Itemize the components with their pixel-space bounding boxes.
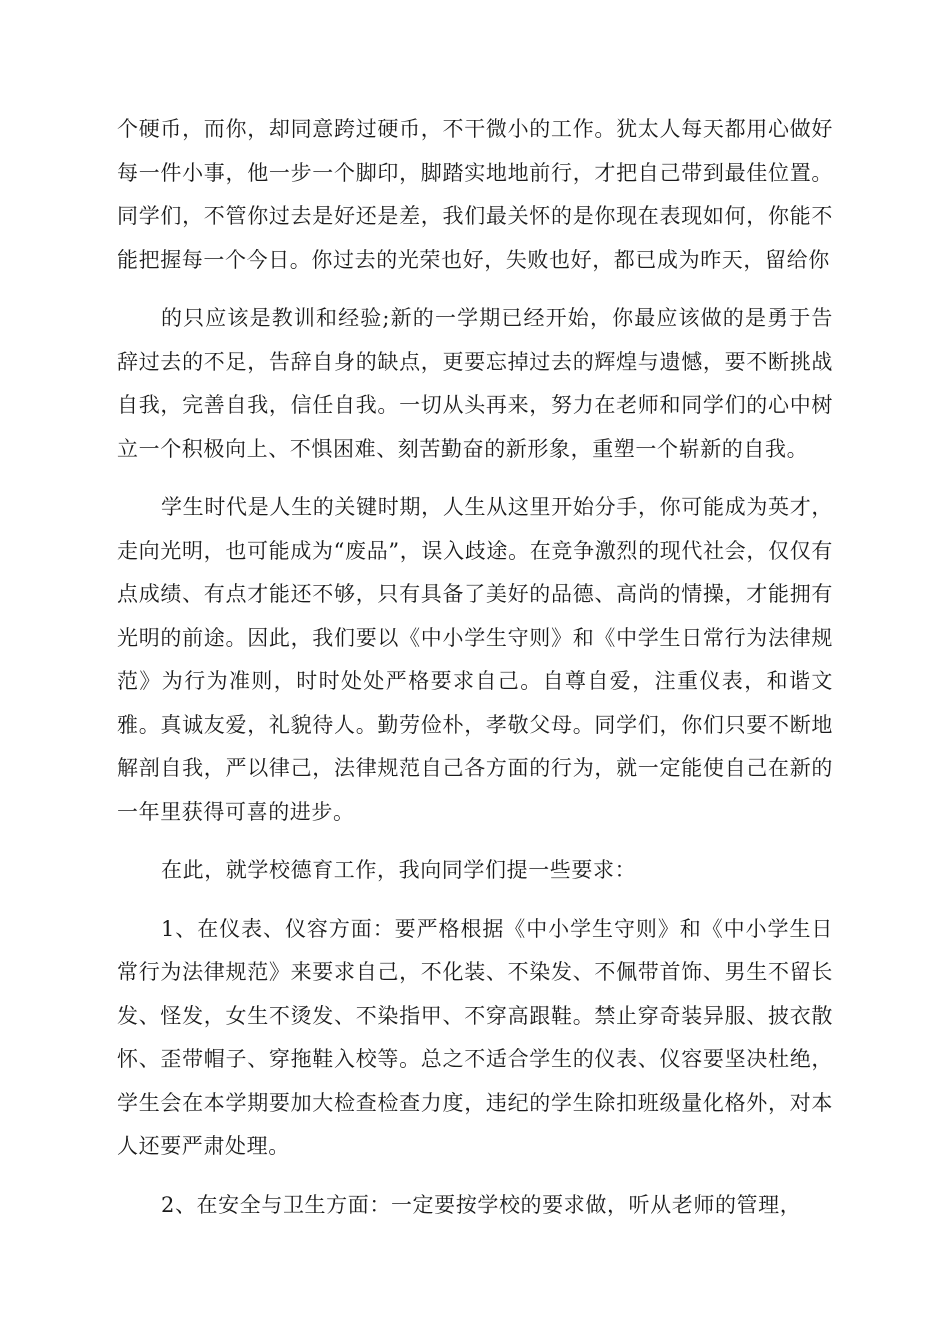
document-body bbox=[117, 108, 833, 1242]
paragraph-2: 的只应该是教训和经验;新的一学期已经开始，你最应该做的是勇于告辞过去的不足，告辞自身的缺点，更要忘掉过去的辉煌与遗憾，要不断挑战自我，完善自我，信任自我。一切从头再来，努力在老师和同学们的心中树立一个积极向上、不惧困难、刻苦勤奋的新形象，重塑一个崭新的自我。 bbox=[117, 306, 833, 461]
paragraph-5: 1、在仪表、仪容方面：要严格根据《中小学生守则》和《中小学生日常行为法律规范》来要求自己，不化装、不染发、不佩带首饰、男生不留长发、怪发，女生不烫发、不染指甲、不穿高跟鞋。禁止穿奇装异服、披衣散怀、歪带帽子、穿拖鞋入校等。总之不适合学生的仪表、仪容要坚决杜绝，学生会在本学期要加大检查检查力度，违纪的学生除扣班级量化格外，对本人还要严肃处理。 bbox=[117, 916, 833, 1158]
paragraph-4: 在此，就学校德育工作，我向同学们提一些要求： bbox=[161, 858, 637, 882]
paragraph-1: 个硬币，而你，却同意跨过硬币，不干微小的工作。犹太人每天都用心做好每一件小事，他一步一个脚印，脚踏实地地前行，才把自己带到最佳位置。同学们，不管你过去是好还是差，我们最关怀的是你现在表现如何，你能不能把握每一个今日。你过去的光荣也好，失败也好，都已成为昨天，留给你 bbox=[117, 117, 833, 272]
paragraph-6: 2、在安全与卫生方面：一定要按学校的要求做，听从老师的管理， bbox=[161, 1192, 802, 1217]
paragraph-3: 学生时代是人生的关键时期，人生从这里开始分手，你可能成为英才，走向光明，也可能成为“废品”，误入歧途。在竞争激烈的现代社会，仅仅有点成绩、有点才能还不够，只有具备了美好的品德、高尚的情操，才能拥有光明的前途。因此，我们要以《中小学生守则》和《中学生日常行为法律规范》为行为准则，时时处处严格要求自己。自尊自爱，注重仪表，和谐文雅。真诚友爱，礼貌待人。勤劳俭朴，孝敬父母。同学们，你们只要不断地解剖自我，严以律己，法律规范自己各方面的行为，就一定能使自己在新的一年里获得可喜的进步。 bbox=[117, 495, 833, 824]
